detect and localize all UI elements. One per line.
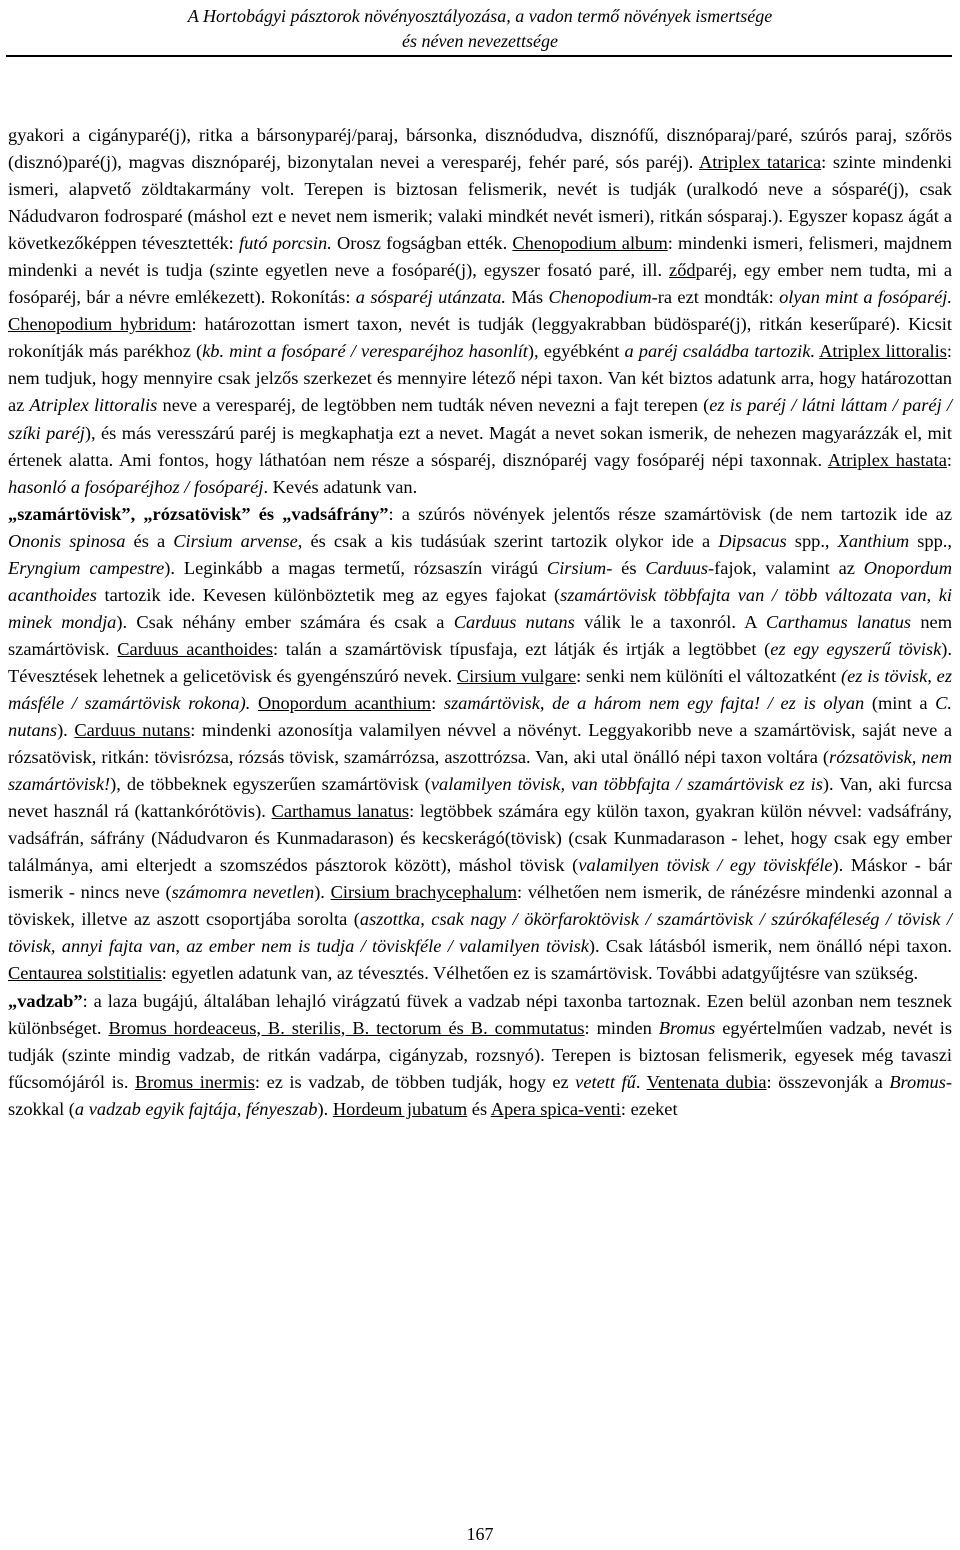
running-header xyxy=(0,4,960,54)
text-run: tartozik ide. Kevesen különböztetik meg az egyes fajokat ( xyxy=(96,584,561,605)
text-run: : összevonják a xyxy=(766,1071,890,1092)
italic-text: ez is paréj / látni láttam / paréj / szíki paréj xyxy=(8,395,952,443)
text-run: : határozottan ismert taxon, nevét is tudják (leggyakrabban büdösparé(j), ritkán keserűparé). Kicsit rokonítják más parékhoz ( xyxy=(8,314,953,362)
header-divider xyxy=(6,55,952,57)
text-run: nem szamártövisk. xyxy=(8,611,953,659)
italic-text: Carduus xyxy=(645,557,709,578)
text-run: -ra ezt mondták: xyxy=(651,287,780,308)
folk-taxon-heading: „szamártövisk”, „rózsatövisk” és „vadsáfrány” xyxy=(8,503,389,524)
italic-text: (ez is tövisk, ez másféle / szamártövisk rokona). xyxy=(8,665,952,713)
text-run: : mindenki azonosítja valamilyen névvel a növényt. Leggyakoribb neve a szamártövisk, saját neve a rózsatövisk, ritkán: tövisrózsa, rózsás tövisk, szamárrózsa, aszottrózsa. Van, aki utal önálló népi taxon voltára ( xyxy=(8,720,952,768)
taxon-name: Atriplex tatarica xyxy=(699,152,822,173)
italic-text: Bromus xyxy=(658,1017,716,1038)
text-run: : senki nem különíti el változatként xyxy=(576,665,841,686)
text-run: ). xyxy=(57,720,75,741)
italic-text: Dipsacus xyxy=(718,530,787,551)
text-run: és xyxy=(467,1098,491,1119)
italic-text: rózsatövisk, nem szamártövisk! xyxy=(8,747,952,795)
text-run: gyakori a cigányparé(j), ritka a bársonyparéj/paraj, bársonka, disznódudva, disznófű, disznóparaj/paré, szúrós paraj, szőrös (disznó)paré(j), magvas disznóparéj, bizonytalan nevei a veresparéj, fehér paré, sós paréj). xyxy=(8,125,952,173)
header-line-1: A Hortobágyi pásztorok növényosztályozása, a vadon termő növények ismertsége xyxy=(187,6,773,26)
text-run: : egyetlen adatunk van, az tévesztés. Vélhetően ez is szamártövisk. További adatgyűjtésre van szükség. xyxy=(161,963,919,984)
text-run: ). xyxy=(314,882,331,903)
italic-text: Onopordum acanthoides xyxy=(8,557,952,605)
italic-text: kb. mint a fosóparé / veresparéjhoz hasonlít xyxy=(202,341,528,362)
text-run xyxy=(250,693,258,713)
text-run: ), egyébként xyxy=(527,341,625,362)
text-run: Orosz fogságban ették. xyxy=(331,233,513,254)
text-run: : szinte mindenki ismeri, alapvető zöldtakarmány volt. Terepen is biztosan felismerik, nevét is tudják (uralkodó neve a sósparé(j), csak Nádudvaron fodrosparé (máshol ezt e nevet nem ismerik; valaki mindkét nevét ismeri), ritkán sósparaj.). Egyszer kopasz ágát a következőképpen tévesztették: xyxy=(8,152,952,254)
italic-text: valamilyen tövisk, van többfajta / szamártövisk ez is xyxy=(430,774,823,795)
text-run: -szokkal ( xyxy=(8,1071,952,1119)
italic-text: ez egy egyszerű tövisk xyxy=(770,638,942,659)
text-run: és a xyxy=(125,530,174,551)
text-run: . Kevés adatunk van. xyxy=(263,476,418,497)
taxon-name: Cirsium brachycephalum xyxy=(330,882,518,903)
text-run: - és xyxy=(606,557,646,578)
italic-text: hasonló a fosóparéjhoz / fosóparéj xyxy=(8,476,264,497)
italic-text: Carduus nutans xyxy=(453,611,575,632)
taxon-name: Atriplex littoralis xyxy=(819,341,947,362)
italic-text: Chenopodium xyxy=(548,287,652,308)
italic-text: Eryngium campestre xyxy=(8,557,165,578)
text-run: : talán a szamártövisk típusfaja, ezt látják és irtják a legtöbbet ( xyxy=(273,638,771,659)
text-run: Más xyxy=(506,287,549,308)
text-run: : xyxy=(946,449,952,470)
text-run: : legtöbbek számára egy külön taxon, gyakran külön névvel: vadsáfrány, vadsáfrán, sáfrány (Nádudvaron és Kunmadarason) és kecskerágó(tövisk) (csak Kunmadarason - lehet, hogy csak egy ember találmánya, ami elterjedt a szomszédos pásztorok között), máshol tövisk ( xyxy=(8,801,952,876)
text-run: ). Leginkább a magas termetű, rózsaszín virágú xyxy=(164,557,547,578)
italic-text: Cirsium arvense xyxy=(173,530,298,551)
taxon-name: ződ xyxy=(669,260,696,281)
italic-text: a sósparéj utánzata. xyxy=(355,287,507,308)
text-run: (mint a xyxy=(864,692,936,713)
taxon-name: Centaurea solstitialis xyxy=(8,963,162,984)
text-run: : vélhetően nem ismerik, de ránézésre mindenki azonnal a töviskek, illetve az aszott csoportjába sorolta ( xyxy=(8,882,953,930)
italic-text: C. nutans xyxy=(8,692,952,741)
taxon-name: Ventenata dubia xyxy=(646,1071,767,1092)
text-run: : a laza bugájú, általában lehajló virágzatú füvek a vadzab népi taxonba tartoznak. Ezen belül azonban nem tesznek különbséget. xyxy=(8,990,952,1038)
text-run: : nem tudjuk, hogy mennyire csak jelzős szerkezet és mennyire létező népi taxon. Van két biztos adatunk arra, hogy határozottan az xyxy=(8,341,952,416)
italic-text: aszottka, csak nagy / ökörfaroktövisk / szamártövisk / szúrókaféleség / tövisk / tövisk, annyi fajta van, az ember nem is tudja / töviskféle / valamilyen tövisk xyxy=(8,909,952,957)
paragraph xyxy=(8,501,952,988)
text-run: ). xyxy=(317,1098,333,1119)
italic-text: számomra nevetlen xyxy=(171,882,315,903)
text-run: ). Csak néhány ember számára és csak a xyxy=(116,611,454,632)
text-run: ), de többeknek egyszerűen szamártövisk ( xyxy=(110,774,431,795)
text-run: ). Máskor - bár ismerik - nincs neve ( xyxy=(8,855,952,903)
italic-text: a vadzab egyik fajtája, fényeszab xyxy=(74,1098,318,1119)
text-run: : a szúrós növények jelentős része szamártövisk (de nem tartozik ide az xyxy=(388,503,952,524)
text-run: ), és más veresszárú paréj is megkaphatja ezt a nevet. Magát a nevet sokan ismerik, de nehezen magyarázzák el, mit értenek alatta. Ami fontos, hogy láthatóan nem része a sósparéj, disznóparéj vagy fosóparéj népi taxonnak. xyxy=(8,422,952,470)
text-run: . xyxy=(635,1071,647,1092)
text-run: egyértelműen vadzab, nevét is tudják (szinte mindig vadzab, de ritkán vadárpa, cigányzab, rozsnyó). Terepen is biztosan felismerik, egyesek még tavaszi fűcsomójáról is. xyxy=(8,1017,953,1092)
italic-text: a paréj családba tartozik. xyxy=(624,341,816,362)
folk-taxon-heading: „vadzab” xyxy=(8,990,83,1011)
taxon-name: Chenopodium hybridum xyxy=(8,314,192,335)
text-run: : xyxy=(431,692,444,713)
taxon-name: Carduus nutans xyxy=(74,720,191,741)
taxon-name: Atriplex hastata xyxy=(827,449,947,470)
text-run: spp., xyxy=(786,530,838,551)
taxon-name: Bromus inermis xyxy=(134,1071,255,1092)
text-run: : minden xyxy=(584,1017,659,1038)
paragraph xyxy=(8,988,952,1123)
text-run: neve a veresparéj, de legtöbben nem tudták néven nevezni a fajt terepen ( xyxy=(157,395,710,416)
text-run: : ez is vadzab, de többen tudják, hogy ez xyxy=(254,1071,576,1092)
taxon-name: Apera spica-venti xyxy=(490,1098,621,1119)
italic-text: Xanthium xyxy=(837,530,910,551)
paragraph xyxy=(8,122,952,501)
italic-text: szamártövisk, de a három nem egy fajta! / ez is olyan xyxy=(443,692,865,713)
italic-text: szamártövisk többfajta van / több változata van, ki minek mondja xyxy=(8,584,952,632)
taxon-name: Carthamus lanatus xyxy=(271,801,410,822)
text-run: : ezeket xyxy=(620,1098,678,1119)
body-text xyxy=(8,122,952,1123)
italic-text: Ononis spinosa xyxy=(8,530,126,551)
taxon-name: Bromus hordeaceus, B. sterilis, B. tectorum és B. commutatus xyxy=(108,1017,585,1038)
text-run: paréj, egy ember nem tudta, mi a fosóparéj, bár a névre emlékezett). Rokonítás: xyxy=(8,260,952,308)
italic-text: olyan mint a fosóparéj. xyxy=(779,287,952,308)
taxon-name: Hordeum jubatum xyxy=(332,1098,468,1119)
italic-text: Bromus xyxy=(889,1071,946,1092)
text-run: ). Van, aki furcsa nevet használ rá (kattankórótövis). xyxy=(8,774,952,822)
taxon-name: Cirsium vulgare xyxy=(456,665,577,686)
text-run: válik le a taxonról. A xyxy=(574,611,766,632)
italic-text: valamilyen tövisk / egy töviskféle xyxy=(578,855,833,876)
text-run: : mindenki ismeri, felismeri, majdnem mindenki a nevét is tudja (szinte egyetlen neve a fosóparé(j), egyszer fosató paré, ill. xyxy=(8,233,952,281)
text-run: -fajok, valamint az xyxy=(708,557,864,578)
italic-text: Cirsium xyxy=(546,557,607,578)
italic-text: Carthamus lanatus xyxy=(765,611,912,632)
header-line-2: és néven nevezettsége xyxy=(402,31,558,51)
text-run: ). Csak látásból ismerik, nem önálló népi taxon. xyxy=(588,936,952,957)
text-run: , és csak a kis tudásúak szerint tartozik olykor ide a xyxy=(297,530,719,551)
text-run: spp., xyxy=(909,530,952,551)
page-number: 167 xyxy=(466,1524,494,1544)
italic-text: Atriplex littoralis xyxy=(29,395,158,416)
text-run: ). Tévesztések lehetnek a gelicetövisk és gyengénszúró nevek. xyxy=(8,638,952,686)
taxon-name: Chenopodium album xyxy=(512,233,668,254)
taxon-name: Onopordum acanthium xyxy=(258,692,432,713)
taxon-name: Carduus acanthoides xyxy=(117,638,274,659)
italic-text: vetett fű xyxy=(575,1071,636,1092)
italic-text: futó porcsin. xyxy=(238,233,332,254)
